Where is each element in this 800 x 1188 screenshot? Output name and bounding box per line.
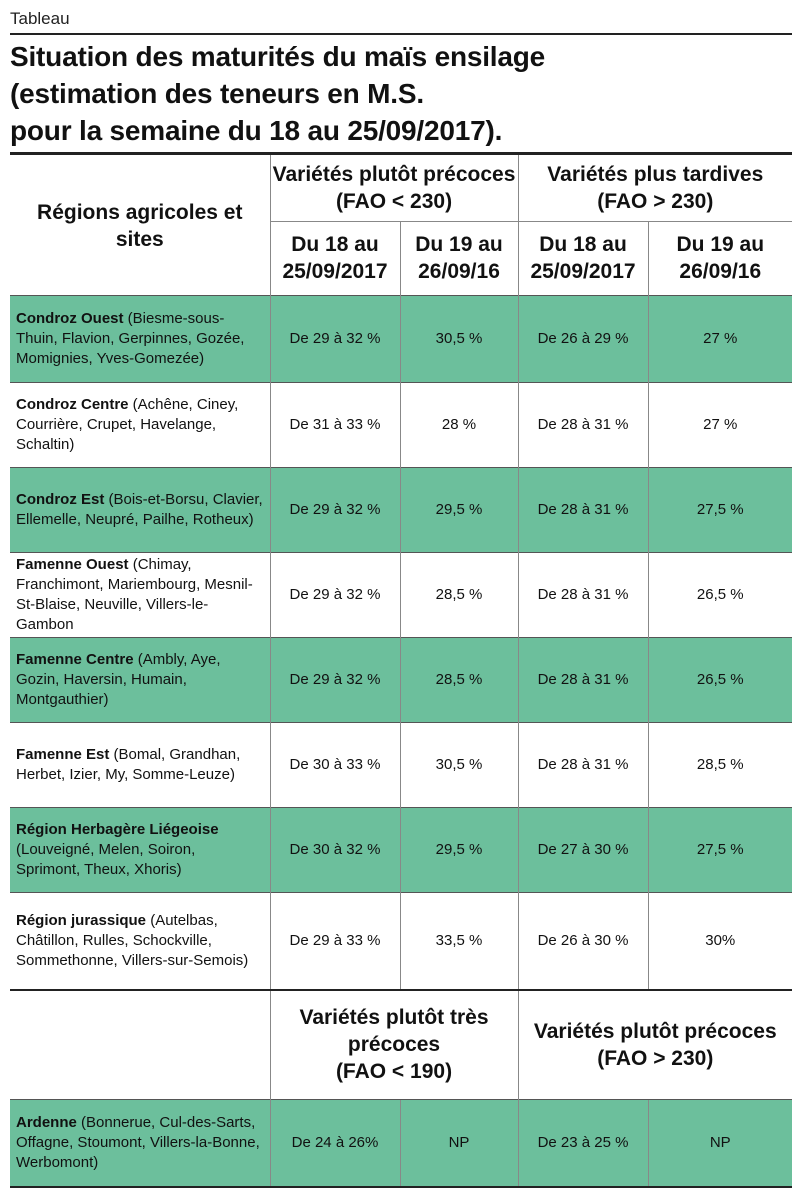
region-name: Famenne Centre bbox=[16, 650, 134, 668]
region-cell bbox=[10, 295, 270, 382]
header-line: Variétés plus tardives bbox=[547, 162, 764, 186]
region-name: Condroz Centre bbox=[16, 395, 129, 413]
region-name: Condroz Ouest bbox=[16, 309, 124, 327]
value-cell: 27,5 % bbox=[648, 807, 792, 892]
region-cell bbox=[10, 382, 270, 467]
value-cell: 28 % bbox=[400, 382, 518, 467]
region-name: Région jurassique bbox=[16, 911, 147, 929]
value-cell: 27 % bbox=[648, 295, 792, 382]
region-cell bbox=[10, 637, 270, 722]
header-line: 25/09/2017 bbox=[530, 260, 636, 283]
top-rule bbox=[10, 33, 792, 35]
region-cell bbox=[10, 892, 270, 990]
region-cell bbox=[10, 552, 270, 637]
value-cell: De 30 à 33 % bbox=[270, 722, 400, 807]
region-sites: (Ambly, Aye, Gozin, Haversin, Humain, Montgauthier) bbox=[16, 650, 221, 708]
value-cell: NP bbox=[400, 1100, 518, 1188]
table-row bbox=[10, 467, 792, 552]
header-line: Variétés plutôt précoces bbox=[272, 162, 516, 186]
region-cell bbox=[10, 807, 270, 892]
date-header bbox=[648, 221, 792, 295]
header-line: Variétés plutôt très bbox=[299, 1006, 489, 1030]
group-header-early bbox=[270, 155, 518, 221]
value-cell: De 28 à 31 % bbox=[518, 467, 648, 552]
header-line: (FAO > 230) bbox=[597, 189, 714, 213]
value-cell: De 27 à 30 % bbox=[518, 807, 648, 892]
table-row bbox=[10, 552, 792, 637]
value-cell: 29,5 % bbox=[400, 467, 518, 552]
value-cell: 29,5 % bbox=[400, 807, 518, 892]
document-page bbox=[10, 0, 792, 1171]
region-sites: (Achêne, Ciney, Courrière, Crupet, Havelange, Schaltin) bbox=[16, 395, 239, 453]
region-cell bbox=[10, 467, 270, 552]
value-cell: De 29 à 33 % bbox=[270, 892, 400, 990]
header-line: précoces bbox=[347, 1033, 441, 1057]
region-column-header bbox=[10, 155, 270, 295]
value-cell: NP bbox=[648, 1100, 792, 1188]
region-sites: (Bonnerue, Cul-des-Sarts, Offagne, Stoumont, Villers-la-Bonne, Werbomont) bbox=[16, 1114, 260, 1171]
header-line: 26/09/16 bbox=[679, 260, 762, 283]
maturity-table bbox=[10, 155, 792, 1188]
header-line: (FAO > 230) bbox=[597, 1046, 714, 1070]
group-header-row bbox=[10, 990, 792, 1100]
value-cell: De 29 à 32 % bbox=[270, 552, 400, 637]
value-cell: De 23 à 25 % bbox=[518, 1100, 648, 1188]
header-line: Du 19 au bbox=[415, 233, 503, 256]
value-cell: De 28 à 31 % bbox=[518, 722, 648, 807]
value-cell: De 31 à 33 % bbox=[270, 382, 400, 467]
title-line: Situation des maturités du maïs ensilage bbox=[10, 41, 546, 72]
title-line: pour la semaine du 18 au 25/09/2017). bbox=[10, 115, 503, 146]
value-cell: 26,5 % bbox=[648, 637, 792, 722]
region-sites: (Chimay, Franchimont, Mariembourg, Mesnil-St-Blaise, Neuville, Villers-le-Gambon bbox=[16, 555, 253, 633]
value-cell: 33,5 % bbox=[400, 892, 518, 990]
group-header-row bbox=[10, 155, 792, 221]
value-cell: De 26 à 29 % bbox=[518, 295, 648, 382]
title-line: (estimation des teneurs en M.S. bbox=[10, 78, 424, 109]
value-cell: De 29 à 32 % bbox=[270, 295, 400, 382]
value-cell: 27,5 % bbox=[648, 467, 792, 552]
header-line: (FAO < 190) bbox=[335, 1060, 453, 1084]
group-header-very-early bbox=[270, 990, 518, 1100]
value-cell: 28,5 % bbox=[648, 722, 792, 807]
empty-header-cell bbox=[10, 990, 270, 1100]
value-cell: De 28 à 31 % bbox=[518, 552, 648, 637]
header-line: 26/09/16 bbox=[418, 260, 500, 283]
header-line: Variétés plutôt précoces bbox=[533, 1019, 777, 1043]
date-header bbox=[270, 221, 400, 295]
table-row bbox=[10, 1100, 792, 1188]
region-sites: (Autelbas, Châtillon, Rulles, Schockville, Sommethonne, Villers-sur-Semois) bbox=[16, 911, 249, 969]
header-line: Du 18 au bbox=[291, 233, 379, 256]
header-line: Régions agricoles et bbox=[37, 201, 243, 224]
group-header-early-2 bbox=[518, 990, 792, 1100]
value-cell: 30% bbox=[648, 892, 792, 990]
region-name: Ardenne bbox=[16, 1114, 77, 1131]
value-cell: De 24 à 26% bbox=[270, 1100, 400, 1188]
region-cell bbox=[10, 1100, 270, 1188]
value-cell: 27 % bbox=[648, 382, 792, 467]
header-line: Du 18 au bbox=[539, 233, 627, 256]
value-cell: 28,5 % bbox=[400, 552, 518, 637]
region-name: Condroz Est bbox=[16, 490, 105, 508]
value-cell: 26,5 % bbox=[648, 552, 792, 637]
header-line: 25/09/2017 bbox=[282, 260, 388, 283]
date-header bbox=[400, 221, 518, 295]
value-cell: De 28 à 31 % bbox=[518, 382, 648, 467]
region-sites: (Biesme-sous-Thuin, Flavion, Gerpinnes, Gozée, Momignies, Yves-Gomezée) bbox=[16, 309, 245, 367]
value-cell: 30,5 % bbox=[400, 295, 518, 382]
region-name: Famenne Est bbox=[16, 745, 110, 763]
region-name: Région Herbagère Liégeoise bbox=[16, 820, 219, 838]
date-header bbox=[518, 221, 648, 295]
table-title bbox=[10, 38, 780, 149]
region-sites: (Louveigné, Melen, Soiron, Sprimont, Theux, Xhoris) bbox=[16, 840, 196, 878]
value-cell: De 29 à 32 % bbox=[270, 637, 400, 722]
table-row bbox=[10, 892, 792, 990]
region-name: Famenne Ouest bbox=[16, 555, 129, 573]
table-row bbox=[10, 722, 792, 807]
table-row bbox=[10, 295, 792, 382]
region-sites: (Bomal, Grandhan, Herbet, Izier, My, Somme-Leuze) bbox=[16, 745, 241, 783]
group-header-late bbox=[518, 155, 792, 221]
region-sites: (Bois-et-Borsu, Clavier, Ellemelle, Neupré, Pailhe, Rotheux) bbox=[16, 490, 263, 528]
value-cell: De 30 à 32 % bbox=[270, 807, 400, 892]
value-cell: De 29 à 32 % bbox=[270, 467, 400, 552]
value-cell: 28,5 % bbox=[400, 637, 518, 722]
table-row bbox=[10, 807, 792, 892]
header-line: (FAO < 230) bbox=[335, 189, 453, 213]
table-row bbox=[10, 637, 792, 722]
value-cell: De 28 à 31 % bbox=[518, 637, 648, 722]
header-line: sites bbox=[115, 228, 164, 251]
value-cell: De 26 à 30 % bbox=[518, 892, 648, 990]
table-row bbox=[10, 382, 792, 467]
value-cell: 30,5 % bbox=[400, 722, 518, 807]
kicker-label: Tableau bbox=[10, 9, 70, 28]
region-cell bbox=[10, 722, 270, 807]
header-line: Du 19 au bbox=[676, 233, 765, 256]
